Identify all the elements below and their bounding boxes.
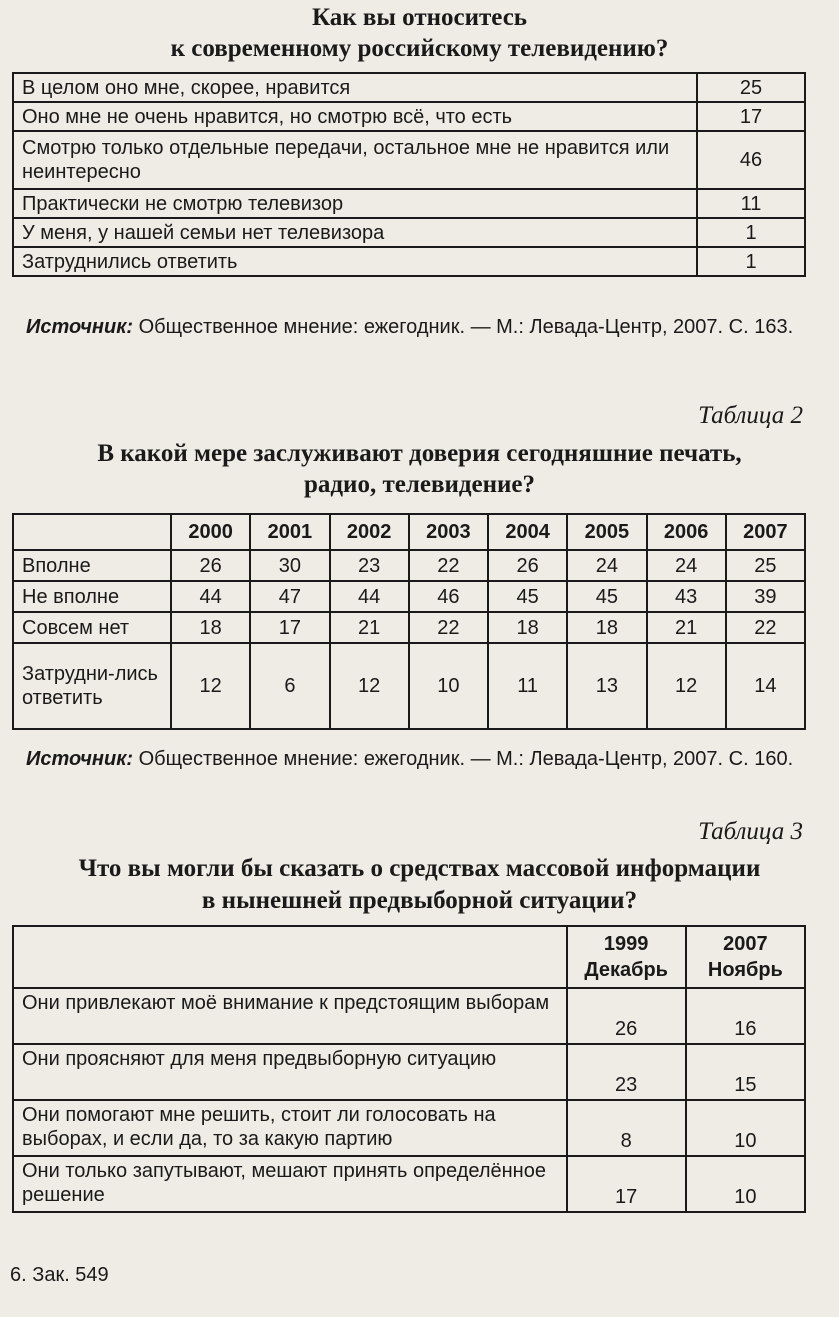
cell: 23 [567, 1044, 686, 1100]
year-header: 2002 [330, 514, 409, 550]
year-header: 2001 [250, 514, 329, 550]
header-row [13, 926, 805, 988]
row-label: Они проясняют для меня предвыборную ситуацию [13, 1044, 567, 1100]
row-value: 11 [697, 189, 805, 218]
table2 [12, 513, 806, 730]
header-month: Декабрь [584, 959, 668, 981]
cell: 45 [567, 581, 646, 612]
table-row [13, 1156, 805, 1212]
cell: 11 [488, 643, 567, 729]
cell: 12 [171, 643, 250, 729]
row-label: Они привлекают моё внимание к предстоящим выборам [13, 988, 567, 1044]
row-value: 1 [697, 247, 805, 276]
cell: 12 [330, 643, 409, 729]
table3-title-line1: Что вы могли бы сказать о средствах массовой информации [78, 855, 761, 882]
table2-source [26, 746, 816, 773]
row-label: Не вполне [13, 581, 171, 612]
cell: 39 [726, 581, 805, 612]
source-text: Общественное мнение: ежегодник. — М.: Левада-Центр, 2007. С. 163. [138, 316, 794, 338]
year-header: 2007 [726, 514, 805, 550]
row-label: Они помогают мне решить, стоит ли голосовать на выборах, и если да, то за какую партию [13, 1100, 567, 1156]
table2-caption: Таблица 2 [698, 402, 803, 429]
cell: 24 [567, 550, 646, 581]
table-row [13, 550, 805, 581]
cell: 23 [330, 550, 409, 581]
cell: 10 [409, 643, 488, 729]
cell: 30 [250, 550, 329, 581]
cell: 18 [171, 612, 250, 643]
cell: 24 [647, 550, 726, 581]
cell: 10 [686, 1100, 805, 1156]
cell: 15 [686, 1044, 805, 1100]
cell: 21 [647, 612, 726, 643]
row-value: 1 [697, 218, 805, 247]
cell: 6 [250, 643, 329, 729]
cell: 45 [488, 581, 567, 612]
year-header: 2003 [409, 514, 488, 550]
year-header: 2004 [488, 514, 567, 550]
cell: 22 [409, 612, 488, 643]
period-header [686, 926, 805, 988]
table1-title-line1: Как вы относитесь [311, 4, 528, 31]
header-month: Ноябрь [707, 959, 783, 981]
cell: 22 [726, 612, 805, 643]
table1-title-line2: к современному российскому телевидению? [170, 35, 669, 62]
table1-source [26, 314, 816, 341]
cell: 25 [726, 550, 805, 581]
row-label: У меня, у нашей семьи нет телевизора [13, 218, 697, 247]
row-value: 46 [697, 131, 805, 189]
cell: 26 [567, 988, 686, 1044]
header-year: 2007 [723, 933, 768, 955]
cell: 47 [250, 581, 329, 612]
page-footer: 6. Зак. 549 [10, 1264, 109, 1286]
cell: 13 [567, 643, 646, 729]
table-row [13, 247, 805, 276]
table-row [13, 988, 805, 1044]
row-value: 17 [697, 102, 805, 131]
table3 [12, 925, 806, 1213]
source-label: Источник: [26, 748, 134, 770]
cell: 16 [686, 988, 805, 1044]
cell: 12 [647, 643, 726, 729]
table-row [13, 1100, 805, 1156]
table1 [12, 72, 806, 277]
year-header: 2005 [567, 514, 646, 550]
table-row [13, 612, 805, 643]
row-value: 25 [697, 73, 805, 102]
row-label: Оно мне не очень нравится, но смотрю всё, что есть [13, 102, 697, 131]
cell: 17 [250, 612, 329, 643]
header-year: 1999 [603, 933, 649, 955]
row-label: Совсем нет [13, 612, 171, 643]
table-row [13, 189, 805, 218]
header-empty [13, 514, 171, 550]
row-label: Практически не смотрю телевизор [13, 189, 697, 218]
table-row [13, 643, 805, 729]
cell: 26 [488, 550, 567, 581]
row-label: Они только запутывают, мешают принять определённое решение [13, 1156, 567, 1212]
table3-title-line2: в нынешней предвыборной ситуации? [201, 887, 638, 914]
table2-title-line2: радио, телевидение? [303, 471, 535, 498]
table-row [13, 218, 805, 247]
table-row [13, 102, 805, 131]
table-row [13, 131, 805, 189]
cell: 46 [409, 581, 488, 612]
row-label: Вполне [13, 550, 171, 581]
source-label: Источник: [26, 316, 134, 338]
cell: 10 [686, 1156, 805, 1212]
cell: 14 [726, 643, 805, 729]
row-label: Затруднились ответить [13, 247, 697, 276]
cell: 26 [171, 550, 250, 581]
cell: 18 [488, 612, 567, 643]
row-label: В целом оно мне, скорее, нравится [13, 73, 697, 102]
cell: 17 [567, 1156, 686, 1212]
cell: 22 [409, 550, 488, 581]
table-row [13, 73, 805, 102]
table3-caption: Таблица 3 [698, 818, 803, 845]
cell: 21 [330, 612, 409, 643]
header-row [13, 514, 805, 550]
cell: 8 [567, 1100, 686, 1156]
cell: 18 [567, 612, 646, 643]
cell: 43 [647, 581, 726, 612]
header-empty [13, 926, 567, 988]
row-label: Смотрю только отдельные передачи, остальное мне не нравится или неинтересно [13, 131, 697, 189]
year-header: 2000 [171, 514, 250, 550]
source-text: Общественное мнение: ежегодник. — М.: Левада-Центр, 2007. С. 160. [138, 748, 794, 770]
year-header: 2006 [647, 514, 726, 550]
period-header [567, 926, 686, 988]
table-row [13, 1044, 805, 1100]
cell: 44 [330, 581, 409, 612]
table2-title-line1: В какой мере заслуживают доверия сегодняшние печать, [97, 440, 742, 467]
cell: 44 [171, 581, 250, 612]
row-label: Затрудни-лись ответить [13, 643, 171, 729]
table-row [13, 581, 805, 612]
